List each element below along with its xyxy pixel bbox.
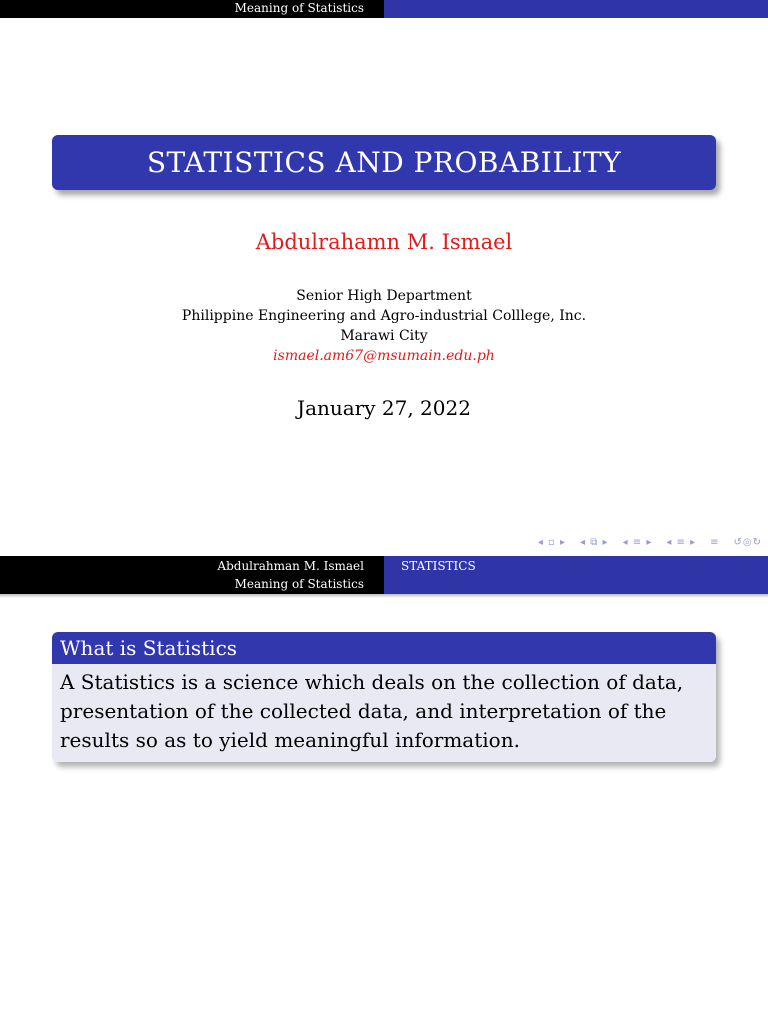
section-nav-icon[interactable]: ◂ ≡ ▸ (622, 537, 653, 548)
definition-block (52, 632, 716, 762)
frame-nav-icon[interactable]: ◂ ▫ ▸ (537, 537, 567, 548)
slide-title: STATISTICS AND PROBABILITY (52, 135, 716, 190)
header-shadow (0, 594, 768, 598)
institute-city: Marawi City (340, 328, 428, 344)
institute-name: Philippine Engineering and Agro-industrial Colllege, Inc. (181, 308, 587, 324)
search-icon[interactable]: ↺◎↻ (733, 537, 762, 548)
institute-department: Senior High Department (296, 288, 472, 304)
block-title: What is Statistics (52, 632, 716, 664)
header-left-panel (0, 556, 384, 594)
header-right-panel (384, 0, 768, 18)
subsection-list-nav-icon[interactable]: ◂ ≡ ▸ (666, 537, 697, 548)
author-email[interactable]: ismael.am67@msumain.edu.ph (273, 348, 495, 364)
slide1-header-bar (0, 0, 768, 18)
navigation-symbols (538, 537, 762, 548)
slide2-header-bar (0, 556, 768, 594)
header-author: Abdulrahman M. Ismael (217, 559, 364, 573)
subsection-nav-icon[interactable]: ◂ ⧉ ▸ (580, 537, 609, 548)
header-title: STATISTICS (384, 556, 768, 594)
presentation-date: January 27, 2022 (297, 396, 471, 420)
block-text: A Statistics is a science which deals on the collection of data, presentation of the collected data, and interpretation of the results so as to yield meaningful information. (52, 664, 716, 762)
institute-block (0, 286, 768, 366)
header-section-label: Meaning of Statistics (0, 0, 384, 18)
author-name: Abdulrahamn M. Ismael (255, 230, 513, 254)
align-icon[interactable]: ≡ (710, 537, 720, 548)
header-section-label: Meaning of Statistics (234, 577, 364, 591)
